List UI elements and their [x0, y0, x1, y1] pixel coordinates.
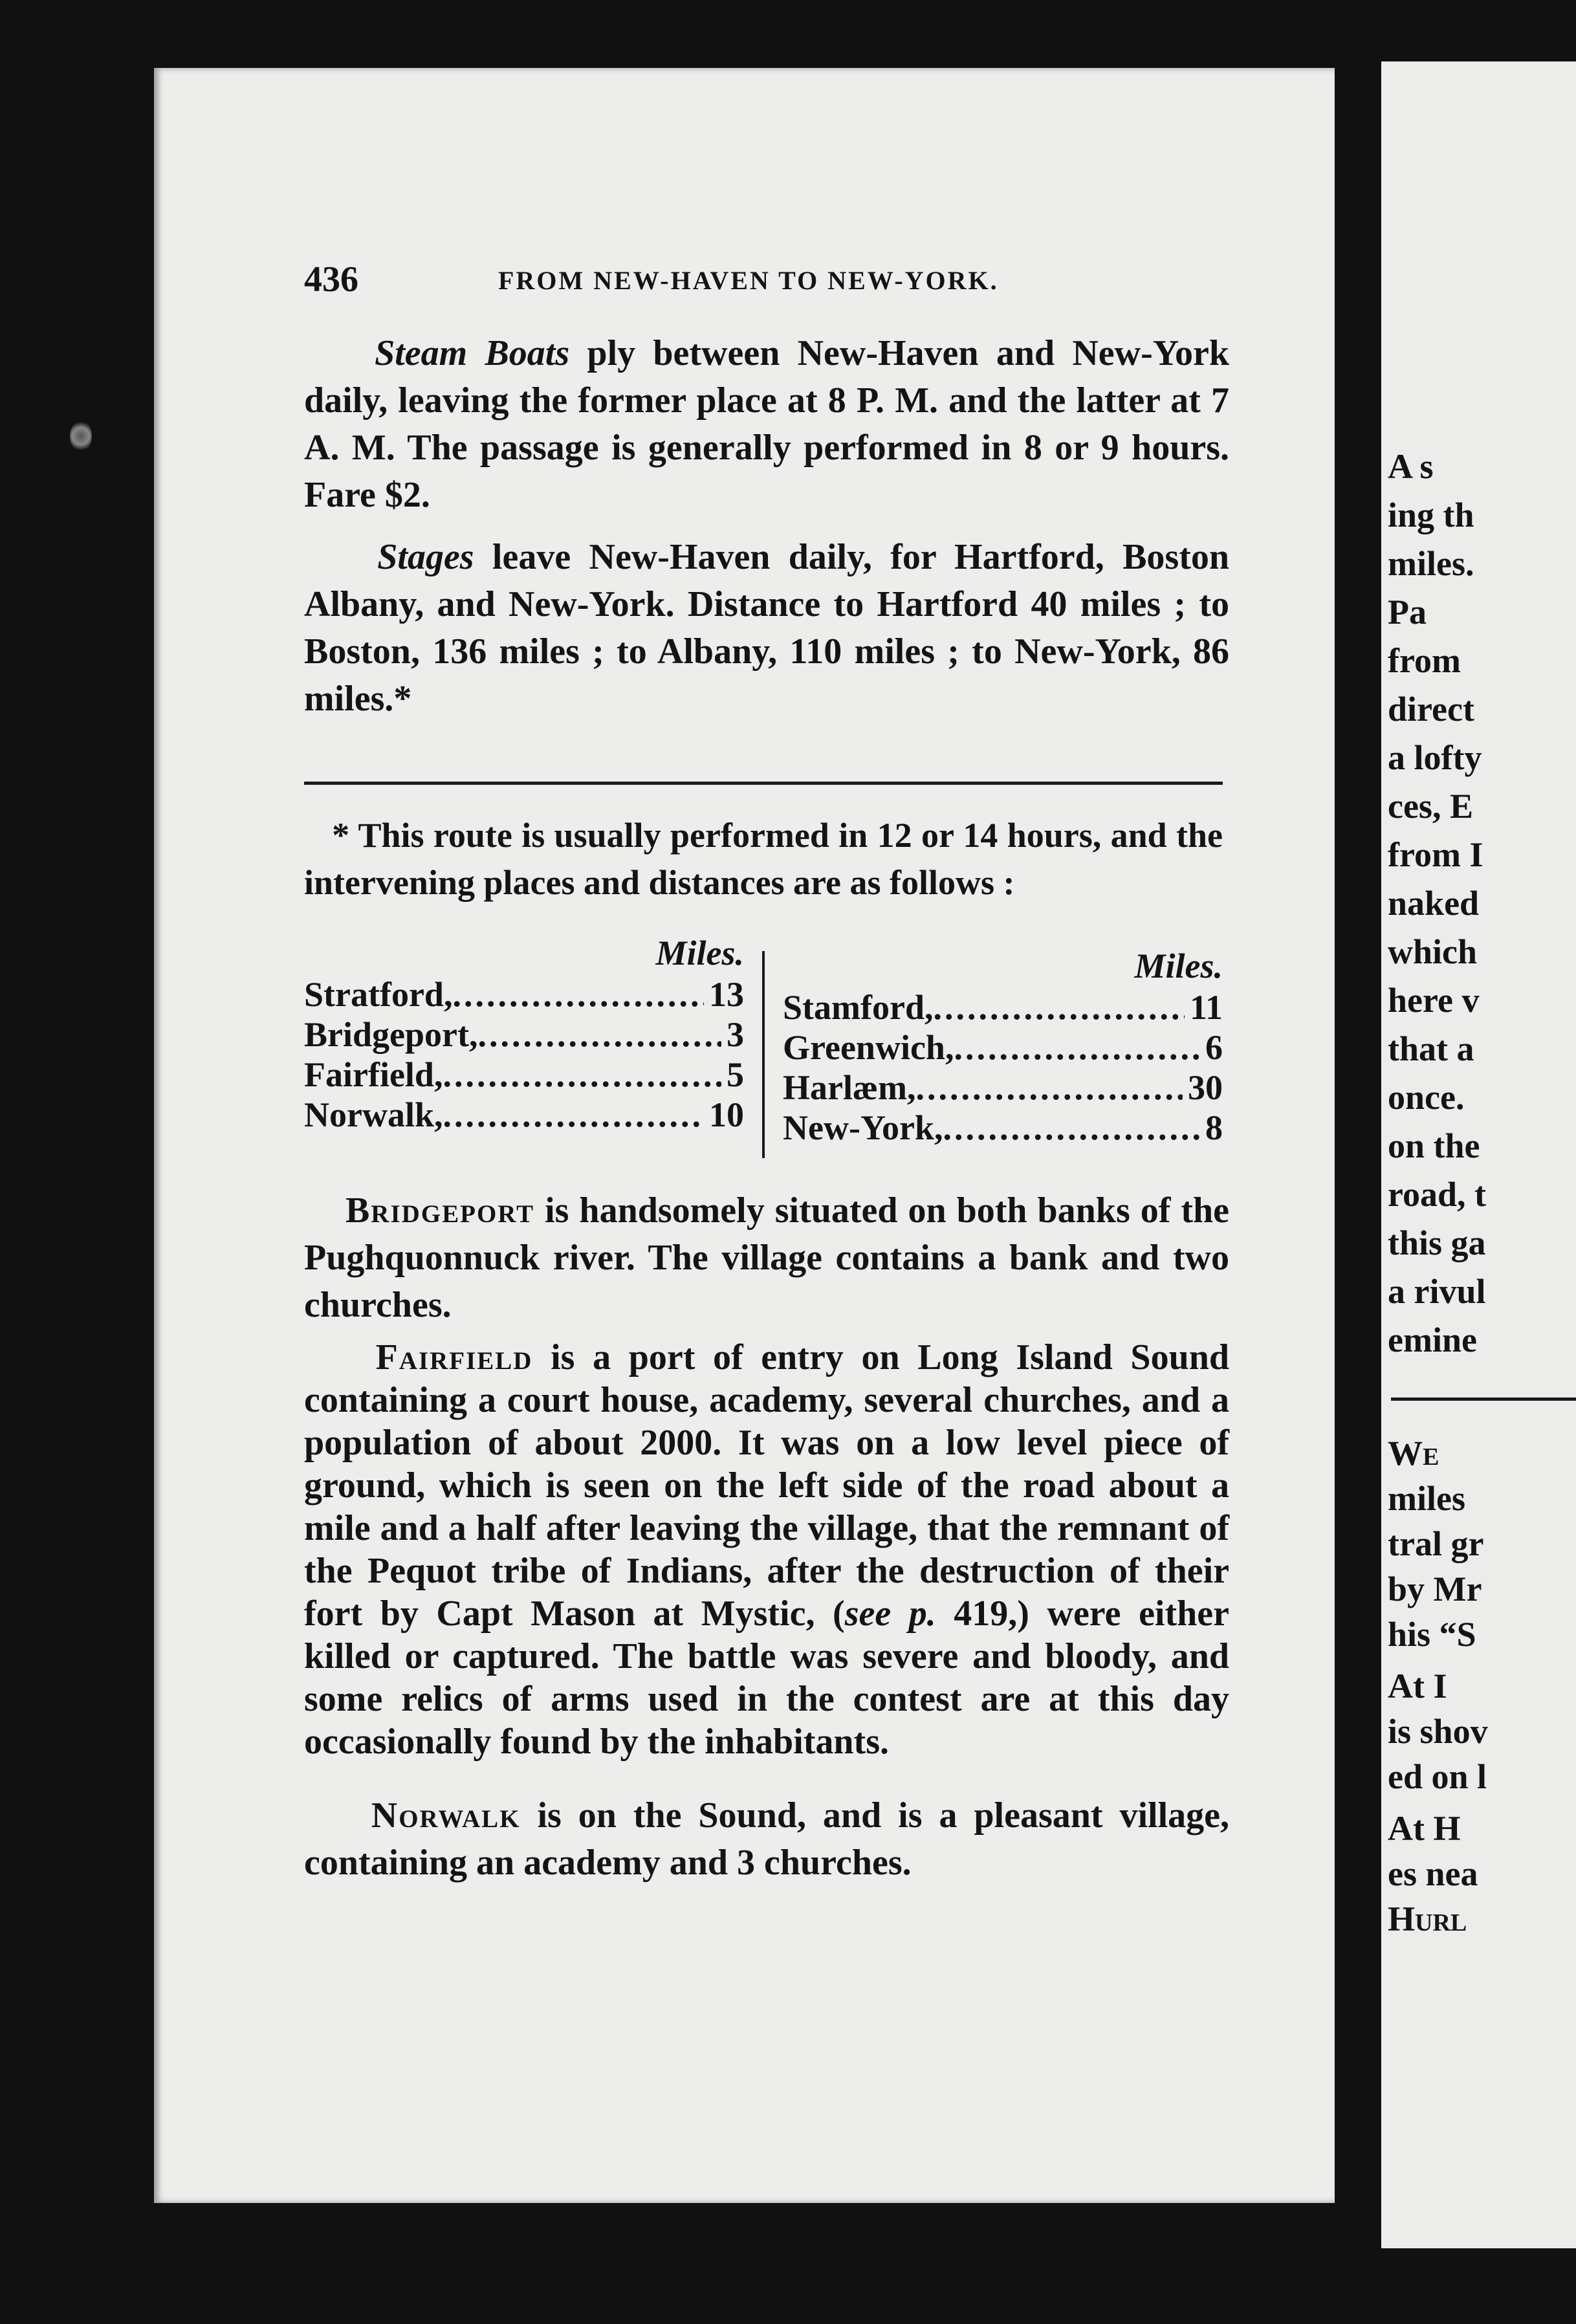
facing-page-line: a rivul: [1388, 1272, 1486, 1311]
facing-page-line: ing th: [1388, 496, 1474, 534]
miles-value: 5: [727, 1055, 744, 1094]
paragraph-stages: [304, 534, 1229, 723]
facing-page-line: from I: [1388, 835, 1483, 874]
text-steam-boats: ply between New-Haven and New-York daily, leaving the former place at 8 P. M. and the latter at 7 A. M. The passage is generally performed in 8 or 9 hours. Fare $2.: [304, 333, 1229, 515]
distance-row: [304, 1055, 744, 1095]
miles-value: 3: [727, 1015, 744, 1054]
leader-dots: [443, 1095, 705, 1135]
paragraph-bridgeport: [304, 1187, 1229, 1329]
miles-value: 11: [1189, 988, 1223, 1027]
leader-dots: [452, 974, 704, 1014]
facing-page-line: this ga: [1388, 1223, 1486, 1262]
distance-row: [783, 1108, 1223, 1148]
facing-page-line: Hurl: [1388, 1900, 1467, 1938]
leader-dots: [477, 1014, 721, 1055]
footnote-text: * This route is usually performed in 12 or 14 hours, and the intervening places and distances are as follows :: [304, 816, 1223, 902]
miles-value: 6: [1205, 1028, 1223, 1067]
column-divider: [762, 951, 765, 1158]
leader-dots: [954, 1027, 1200, 1068]
leader-dots: [443, 1055, 721, 1095]
lead-steam-boats: Steam Boats: [375, 333, 570, 373]
paragraph-steam-boats: [304, 330, 1229, 519]
facing-page-line: A s: [1388, 447, 1434, 486]
see-reference: see p.: [844, 1594, 936, 1634]
text-norwalk: is on the Sound, and is a pleasant village, containing an academy and 3 churches.: [304, 1795, 1229, 1883]
miles-value: 10: [709, 1095, 744, 1134]
place-name: Fairfield,: [304, 1055, 443, 1094]
scan-smudge: [70, 421, 92, 452]
miles-header: Miles.: [1134, 947, 1223, 985]
miles-value: 30: [1188, 1068, 1223, 1107]
page-number: 436: [304, 259, 358, 300]
facing-page-line: miles.: [1388, 544, 1474, 583]
distance-row: [304, 1014, 744, 1055]
facing-page-line: naked: [1388, 884, 1480, 923]
text-stages: leave New-Haven daily, for Hartford, Boston Albany, and New-York. Distance to Hartford 40 miles ; to Boston, 136 miles ; to Albany, 110 miles ; to New-York, 86 miles.*: [304, 537, 1230, 719]
facing-page-line: is shov: [1388, 1712, 1488, 1751]
place-name: Stamford,: [783, 988, 934, 1027]
footnote-rule: [304, 782, 1223, 785]
page-header: [304, 259, 1236, 304]
miles-header: Miles.: [655, 934, 744, 972]
facing-page-line: once.: [1388, 1078, 1465, 1117]
facing-page-line: miles: [1388, 1479, 1465, 1518]
facing-page-line: es nea: [1388, 1854, 1478, 1893]
facing-page-line: At I: [1388, 1667, 1447, 1705]
lead-stages: Stages: [377, 537, 474, 577]
place-name: Greenwich,: [783, 1028, 954, 1067]
leader-dots: [943, 1108, 1200, 1148]
distance-row: [783, 987, 1223, 1027]
facing-page-line: by Mr: [1388, 1570, 1482, 1608]
paragraph-norwalk: [304, 1792, 1229, 1887]
place-name: Harlæm,: [783, 1068, 916, 1107]
place-name: Norwalk,: [304, 1095, 443, 1134]
place-name: Bridgeport,: [304, 1015, 478, 1054]
facing-page-line: We: [1388, 1434, 1439, 1473]
distance-column-left: [304, 932, 744, 1135]
facing-page-line: which: [1388, 932, 1478, 971]
lead-fairfield: Fairfield: [375, 1337, 533, 1377]
miles-value: 13: [709, 975, 744, 1014]
lead-bridgeport: Bridgeport: [345, 1190, 535, 1231]
facing-page-rule: [1391, 1398, 1576, 1401]
facing-page-line: that a: [1388, 1029, 1474, 1068]
distance-row: [783, 1027, 1223, 1068]
place-name: New-York,: [783, 1108, 943, 1147]
footnote: [304, 812, 1223, 906]
text-bridgeport: is handsomely situated on both banks of the Pughquonnuck river. The village contains a bank and two churches.: [304, 1190, 1230, 1325]
distance-column-right: [783, 945, 1223, 1148]
facing-page-line: At H: [1388, 1809, 1461, 1848]
facing-page-line: tral gr: [1388, 1524, 1484, 1563]
paragraph-fairfield: [304, 1336, 1229, 1763]
distance-row: [783, 1068, 1223, 1108]
facing-page-line: direct: [1388, 690, 1474, 729]
distance-row: [304, 1095, 744, 1135]
miles-value: 8: [1205, 1108, 1223, 1147]
place-name: Stratford,: [304, 975, 453, 1014]
facing-page-line: Pa: [1388, 593, 1427, 631]
distance-table: [304, 932, 1223, 1165]
facing-page-line: ed on l: [1388, 1757, 1487, 1796]
text-fairfield-2: 419,) were either killed or captured. The battle was severe and bloody, and some relics of arms used in the contest are at this day occasionally found by the inhabitants.: [304, 1594, 1229, 1762]
facing-page-line: on the: [1388, 1126, 1480, 1165]
facing-page-line: his “S: [1388, 1615, 1476, 1654]
text-fairfield-1: is a port of entry on Long Island Sound containing a court house, academy, several churches, and a population of about 2000. It was on a low level piece of ground, which is seen on the left side of the road about a mile and a half after leaving the village, that the remnant of the Pequot tribe of Indians, after the destruction of their fort by Capt Mason at Mystic, (: [304, 1337, 1230, 1634]
lead-norwalk: Norwalk: [371, 1795, 521, 1836]
leader-dots: [933, 987, 1184, 1027]
distance-row: [304, 974, 744, 1014]
facing-page-line: emine: [1388, 1321, 1477, 1359]
leader-dots: [915, 1068, 1183, 1108]
facing-page-line: a lofty: [1388, 738, 1482, 777]
facing-page-line: here v: [1388, 981, 1480, 1020]
facing-page-line: ces, E: [1388, 787, 1473, 826]
facing-page-line: road, t: [1388, 1175, 1487, 1214]
running-title: FROM NEW-HAVEN TO NEW-YORK.: [498, 266, 999, 295]
facing-page-line: from: [1388, 641, 1461, 680]
